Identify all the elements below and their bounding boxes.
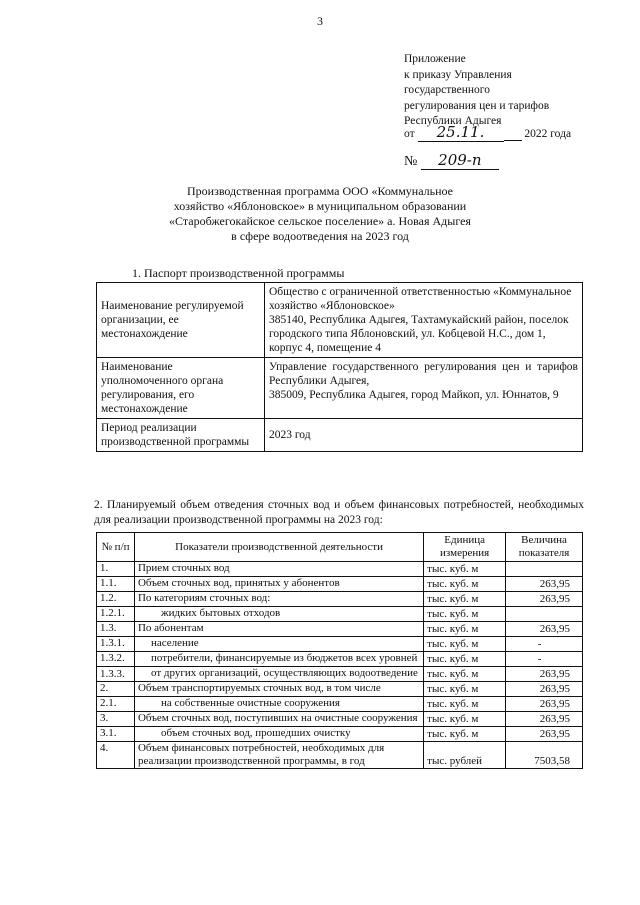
table-row	[97, 607, 583, 622]
table-row	[97, 637, 583, 652]
passport-row	[97, 419, 583, 452]
row-number: 1.	[97, 562, 135, 577]
col-header-indicator: Показатели производственной деятельности	[134, 533, 423, 562]
appendix-line: Приложение	[404, 53, 466, 65]
row-number: 3.1.	[97, 727, 135, 742]
row-value: -	[506, 652, 583, 667]
passport-value	[265, 419, 583, 452]
row-indicator: По абонентам	[134, 622, 423, 637]
table-row	[97, 577, 583, 592]
title-line: «Старобжегокайское сельское поселение» а. Новая Адыгея	[169, 214, 471, 228]
table-body	[97, 562, 583, 769]
row-number: 1.1.	[97, 577, 135, 592]
table-row	[97, 562, 583, 577]
row-value: 263,95	[506, 577, 583, 592]
row-unit: тыс. куб. м	[424, 667, 506, 682]
handwritten-date: 25.11.	[418, 123, 504, 142]
row-unit: тыс. куб. м	[424, 637, 506, 652]
table-row	[97, 697, 583, 712]
row-unit: тыс. куб. м	[424, 622, 506, 637]
passport-value-line: 385009, Республика Адыгея, город Майкоп, ул. Юннатов, 9	[269, 389, 559, 401]
number-prefix: №	[404, 154, 418, 169]
row-indicator: потребители, финансируемые из бюджетов всех уровней	[134, 652, 423, 667]
appendix-block	[404, 52, 634, 130]
appendix-line: государственного	[404, 84, 490, 96]
appendix-line: Республики Адыгея	[404, 115, 502, 127]
row-indicator: жидких бытовых отходов	[134, 607, 423, 622]
row-value: 263,95	[506, 712, 583, 727]
row-number: 4.	[97, 742, 135, 769]
row-number: 1.2.1.	[97, 607, 135, 622]
row-value: 263,95	[506, 682, 583, 697]
row-number: 1.3.	[97, 622, 135, 637]
row-indicator: По категориям сточных вод:	[134, 592, 423, 607]
col-header-num: № п/п	[97, 533, 135, 562]
row-indicator: Объем транспортируемых сточных вод, в том числе	[134, 682, 423, 697]
order-number	[404, 151, 499, 170]
row-unit: тыс. куб. м	[424, 592, 506, 607]
table-row	[97, 712, 583, 727]
row-value	[506, 562, 583, 577]
passport-row	[97, 283, 583, 358]
program-table	[96, 532, 583, 769]
passport-value-line: Управление государственного регулирования цен и тарифов Республики Адыгея,	[269, 361, 578, 387]
date-prefix: от	[404, 128, 415, 140]
row-unit: тыс. куб. м	[424, 712, 506, 727]
handwritten-number: 209-п	[421, 151, 499, 170]
table-row	[97, 667, 583, 682]
table-row	[97, 622, 583, 637]
col-header-value: Величина показателя	[506, 533, 583, 562]
row-value: 263,95	[506, 622, 583, 637]
row-unit: тыс. куб. м	[424, 682, 506, 697]
row-indicator: Объем финансовых потребностей, необходимых для реализации производственной программы, в год	[134, 742, 423, 769]
date-suffix: 2022 года	[524, 128, 572, 140]
appendix-line: регулирования цен и тарифов	[404, 99, 550, 112]
table-row	[97, 682, 583, 697]
row-indicator: от других организаций, осуществляющих водоотведение	[134, 667, 423, 682]
appendix-line: к приказу Управления	[404, 68, 512, 81]
col-header-unit: Единица измерения	[424, 533, 506, 562]
row-indicator: объем сточных вод, прошедших очистку	[134, 727, 423, 742]
passport-row	[97, 358, 583, 419]
row-indicator: Объем сточных вод, принятых у абонентов	[134, 577, 423, 592]
table-header-row	[97, 533, 583, 562]
passport-label: Наименование уполномоченного органа регулирования, его местонахождение	[97, 358, 265, 419]
passport-table	[96, 282, 583, 452]
order-date	[404, 123, 571, 142]
row-number: 3.	[97, 712, 135, 727]
row-value: 7503,58	[506, 742, 583, 769]
title-line: в сфере водоотведения на 2023 год	[231, 229, 409, 243]
row-unit: тыс. куб. м	[424, 727, 506, 742]
row-indicator: на собственные очистные сооружения	[134, 697, 423, 712]
row-indicator: население	[134, 637, 423, 652]
row-number: 1.2.	[97, 592, 135, 607]
row-unit: тыс. куб. м	[424, 697, 506, 712]
section2-heading: 2. Планируемый объем отведения сточных вод и объем финансовых потребностей, необходимых для реализации производственной программы на 2023 год:	[94, 499, 584, 526]
row-unit: тыс. куб. м	[424, 652, 506, 667]
passport-value-line: 2023 год	[269, 429, 311, 441]
row-value: -	[506, 637, 583, 652]
row-unit: тыс. рублей	[424, 742, 506, 769]
passport-label: Наименование регулируемой организации, ее местонахождение	[97, 283, 265, 358]
row-value: 263,95	[506, 592, 583, 607]
row-value	[506, 607, 583, 622]
passport-value	[265, 283, 583, 358]
title-line: Производственная программа ООО «Коммунальное	[186, 184, 454, 198]
table-row	[97, 727, 583, 742]
row-unit: тыс. куб. м	[424, 562, 506, 577]
row-value: 263,95	[506, 667, 583, 682]
passport-value-line: Общество с ограниченной ответственностью «Коммунальное хозяйство «Яблоновское»	[269, 286, 572, 312]
row-number: 2.	[97, 682, 135, 697]
row-unit: тыс. куб. м	[424, 577, 506, 592]
row-value: 263,95	[506, 727, 583, 742]
row-number: 1.3.3.	[97, 667, 135, 682]
row-number: 1.3.1.	[97, 637, 135, 652]
table-row	[97, 592, 583, 607]
passport-label: Период реализации производственной программы	[97, 419, 265, 452]
table-row	[97, 652, 583, 667]
row-value: 263,95	[506, 697, 583, 712]
row-number: 1.3.2.	[97, 652, 135, 667]
document-title	[150, 184, 490, 244]
row-indicator: Объем сточных вод, поступивших на очистные сооружения	[134, 712, 423, 727]
table-row	[97, 742, 583, 769]
title-line: хозяйство «Яблоновское» в муниципальном образовании	[173, 199, 467, 213]
section1-heading: 1. Паспорт производственной программы	[132, 266, 345, 280]
row-indicator: Прием сточных вод	[134, 562, 423, 577]
page-number: 3	[317, 14, 323, 28]
passport-value-line: 385140, Республика Адыгея, Тахтамукайский район, поселок городского типа Яблоновский, ул. Кобцевой Н.С., дом 1, корпус 4, помещение 4	[269, 314, 569, 354]
row-unit: тыс. куб. м	[424, 607, 506, 622]
passport-value	[265, 358, 583, 419]
row-number: 2.1.	[97, 697, 135, 712]
